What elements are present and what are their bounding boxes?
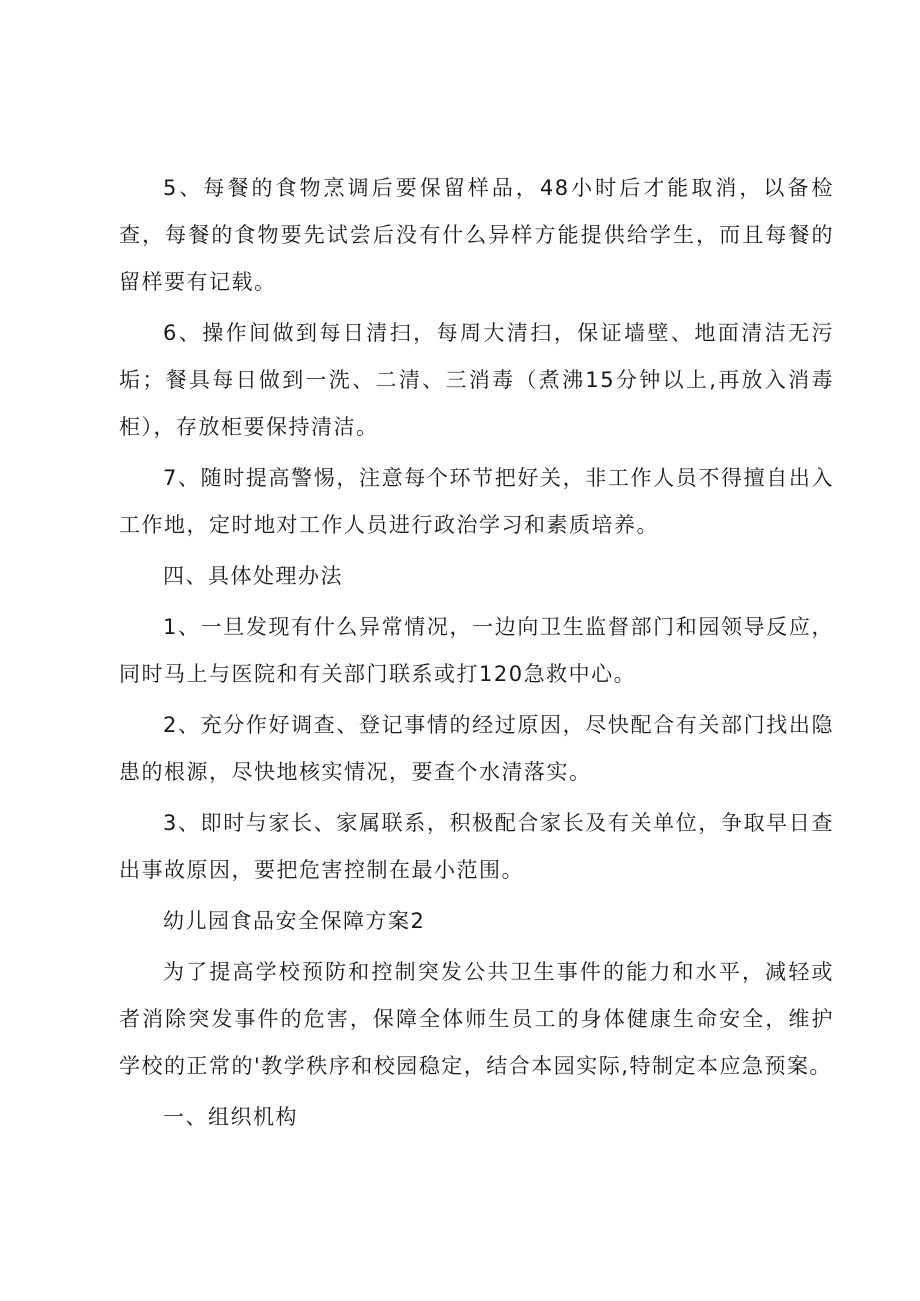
paragraph-item-5: 5、每餐的食物烹调后要保留样品，48小时后才能取消，以备检查，每餐的食物要先试尝后没有什么异样方能提供给学生，而且每餐的留样要有记载。 <box>119 176 834 294</box>
paragraph-handling-1: 1、一旦发现有什么异常情况，一边向卫生监督部门和园领导反应，同时马上与医院和有关部门联系或打120急救中心。 <box>119 615 834 686</box>
section-heading-handling: 四、具体处理办法 <box>163 564 343 588</box>
paragraph-handling-3: 3、即时与家长、家属联系，积极配合家长及有关单位，争取早日查出事故原因，要把危害控制在最小范围。 <box>119 811 834 882</box>
document-body <box>119 165 834 1141</box>
paragraph-intro: 为了提高学校预防和控制突发公共卫生事件的能力和水平，减轻或者消除突发事件的危害，保障全体师生员工的身体健康生命安全，维护学校的正常的'教学秩序和校园稳定，结合本园实际,特制定本应急预案。 <box>119 960 834 1078</box>
paragraph-item-7: 7、随时提高警惕，注意每个环节把好关，非工作人员不得擅自出入工作地，定时地对工作人员进行政治学习和素质培养。 <box>119 466 834 537</box>
plan-title-2: 幼儿园食品安全保障方案2 <box>163 909 426 933</box>
section-heading-organization: 一、组织机构 <box>163 1105 298 1129</box>
paragraph-item-6: 6、操作间做到每日清扫，每周大清扫，保证墙壁、地面清洁无污垢；餐具每日做到一洗、二清、三消毒（煮沸15分钟以上,再放入消毒柜），存放柜要保持清洁。 <box>119 321 834 439</box>
paragraph-handling-2: 2、充分作好调查、登记事情的经过原因，尽快配合有关部门找出隐患的根源，尽快地核实情况，要查个水清落实。 <box>119 713 834 784</box>
